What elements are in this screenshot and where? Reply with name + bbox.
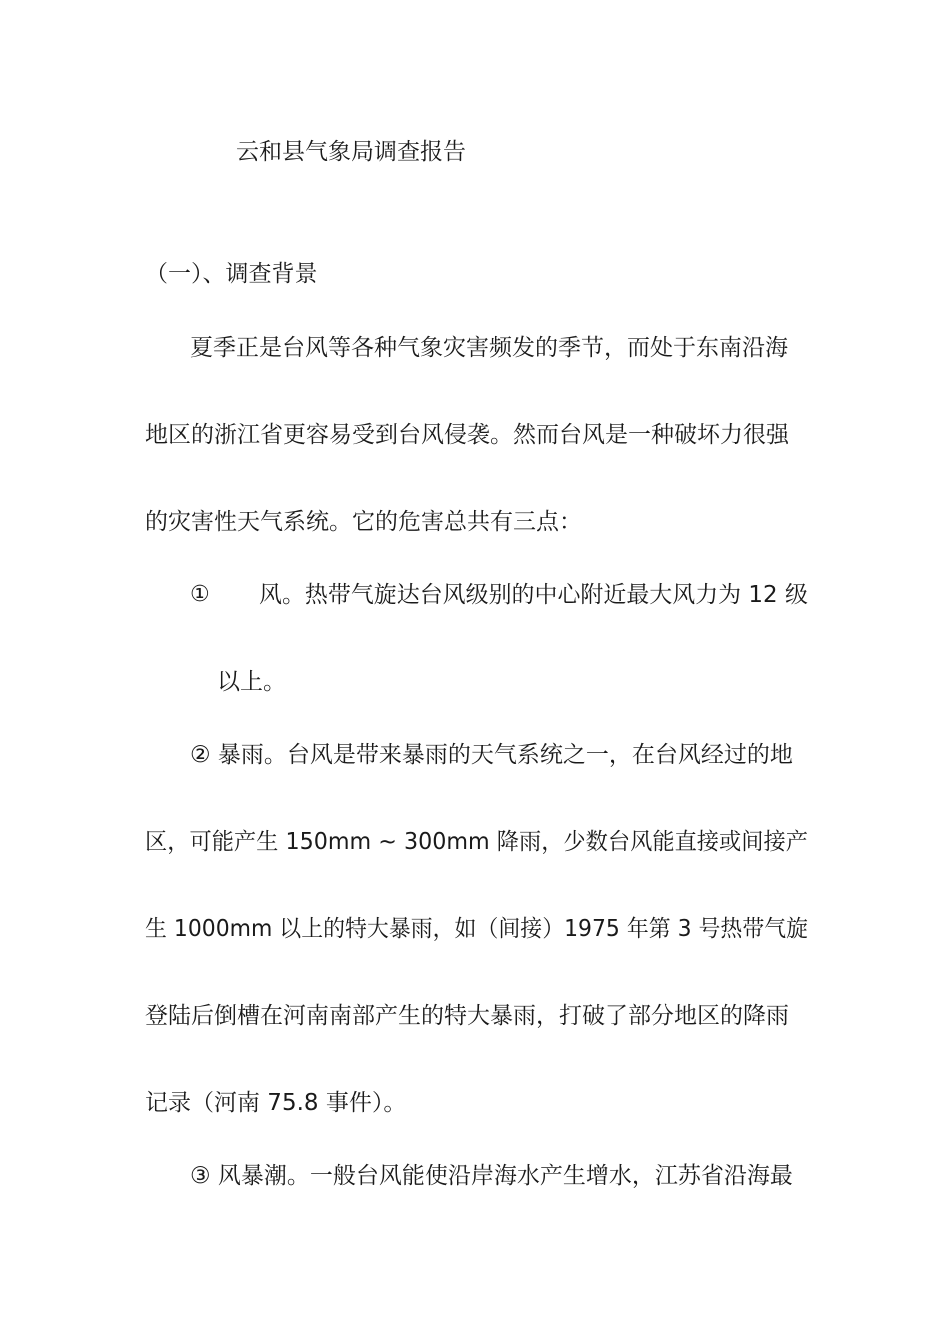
item1-line-2: 以上。 (217, 669, 286, 695)
intro-line-1: 夏季正是台风等各种气象灾害频发的季节，而处于东南沿海 (190, 335, 788, 361)
item1-marker: ① (190, 582, 210, 607)
section-heading: （一）、调查背景 (145, 261, 318, 287)
item2-line-1: ② 暴雨。台风是带来暴雨的天气系统之一，在台风经过的地 (190, 742, 793, 768)
document-title: 云和县气象局调查报告 (236, 139, 466, 165)
item2-line-4: 登陆后倒槽在河南南部产生的特大暴雨，打破了部分地区的降雨 (145, 1003, 789, 1029)
intro-line-2: 地区的浙江省更容易受到台风侵袭。然而台风是一种破坏力很强 (145, 422, 789, 448)
item2-line-3: 生 1000mm 以上的特大暴雨，如（间接）1975 年第 3 号热带气旋 (145, 916, 809, 942)
item2-line-5: 记录（河南 75.8 事件）。 (145, 1090, 407, 1116)
item1-line-1: 风。热带气旋达台风级别的中心附近最大风力为 12 级 (259, 582, 808, 608)
intro-line-3: 的灾害性天气系统。它的危害总共有三点： (145, 509, 582, 535)
item3-line-1: ③ 风暴潮。一般台风能使沿岸海水产生增水，江苏省沿海最 (190, 1163, 793, 1189)
item2-line-2: 区，可能产生 150mm ~ 300mm 降雨，少数台风能直接或间接产 (145, 829, 808, 855)
